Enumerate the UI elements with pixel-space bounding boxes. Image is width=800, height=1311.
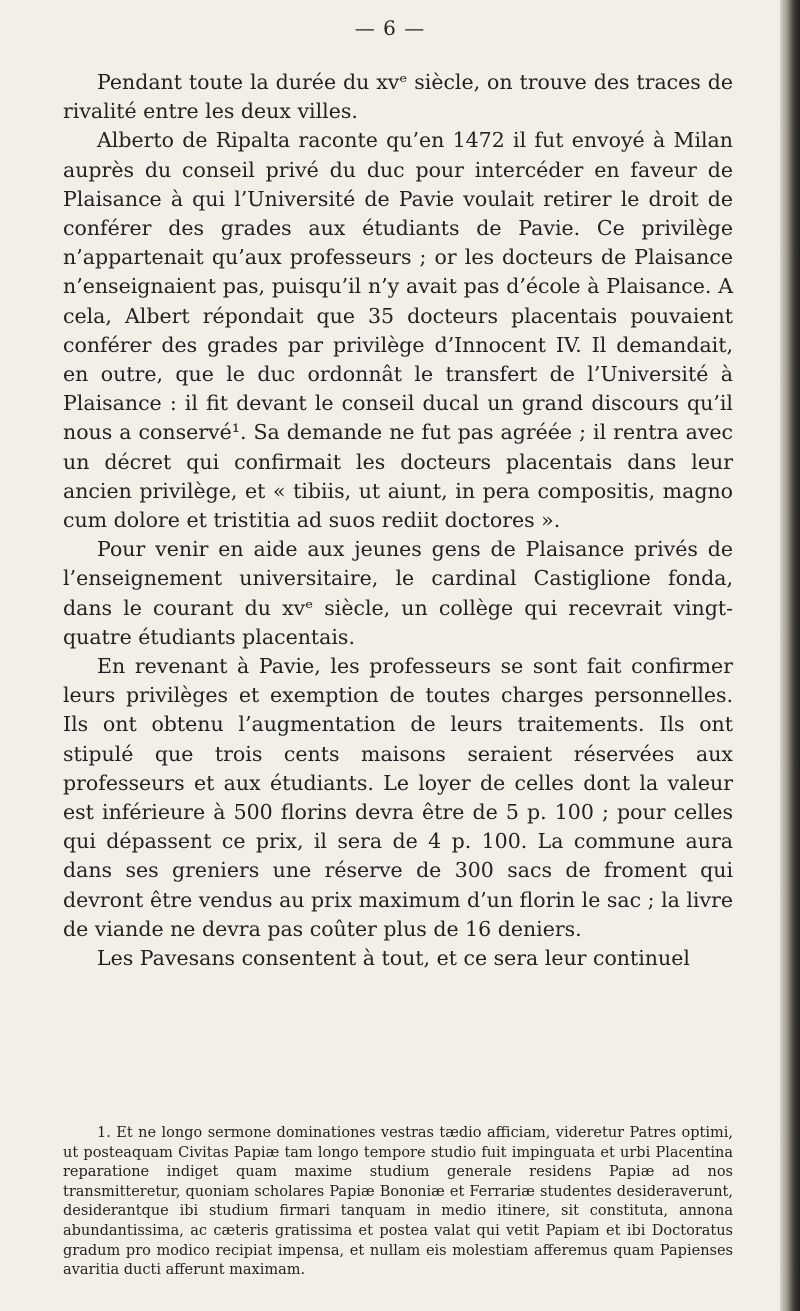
paragraph: Les Pavesans consentent à tout, et ce sera leur continuel: [97, 946, 690, 971]
footnote-text: 1. Et ne longo sermone dominationes vestras tædio afficiam, videretur Patres optimi, ut posteaquam Civitas Papiæ tam longo tempore studio fuit impinguata et urbi Placentina reparatione indiget quam maxime studium generale residens Papiæ ad nos transmitteretur, quoniam scholares Papiæ Bononiæ et Ferrariæ studentes desideraverunt, desiderantque ibi studium firmari tanquam in medio itinere, sit constituta, annona abundantissima, ac cæteris gratissima et postea valat qui vetit Papiam et ibi Doctoratus gradum pro modico recipiat impensa, et nullam eis molestiam afferemus quam Papienses avaritia ducti afferunt maximam.: [63, 1125, 733, 1279]
paragraph: Alberto de Ripalta raconte qu’en 1472 il fut envoyé à Milan auprès du conseil privé du duc pour intercéder en faveur de Plaisance à qui l’Université de Pavie voulait retirer le droit de conférer des grades aux étudiants de Pavie. Ce privilège n’appartenait qu’aux professeurs ; or les docteurs de Plaisance n’enseignaient pas, puisqu’il n’y avait pas d’école à Plaisance. A cela, Albert répondait que 35 docteurs placentais pouvaient conférer des grades par privilège d’Innocent IV. Il demandait, en outre, que le duc ordonnât le transfert de l’Université à Plaisance : il fit devant le conseil ducal un grand discours qu’il nous a conservé¹. Sa demande ne fut pas agréée ; il rentra avec un décret qui confirmait les docteurs placentais dans leur ancien privilège, et « tibiis, ut aiunt, in pera compositis, magno cum dolore et tristitia ad suos rediit doctores ».: [63, 128, 733, 533]
footnote: [63, 1124, 733, 1281]
paragraph: Pour venir en aide aux jeunes gens de Plaisance privés de l’enseignement universitaire, le cardinal Castiglione fonda, dans le courant du xvᵉ siècle, un collège qui recevrait vingt-quatre étudiants placentais.: [63, 537, 733, 649]
page-edge-shadow: [780, 0, 800, 1311]
page-number: — 6 —: [354, 16, 426, 40]
paragraph: Pendant toute la durée du xvᵉ siècle, on trouve des traces de rivalité entre les deux villes.: [63, 70, 733, 124]
body-text: [63, 68, 733, 973]
paragraph: En revenant à Pavie, les professeurs se sont fait confirmer leurs privilèges et exemption de toutes charges personnelles. Ils ont obtenu l’augmentation de leurs traitements. Ils ont stipulé que trois cents maisons seraient réservées aux professeurs et aux étudiants. Le loyer de celles dont la valeur est inférieure à 500 florins devra être de 5 p. 100 ; pour celles qui dépassent ce prix, il sera de 4 p. 100. La commune aura dans ses greniers une réserve de 300 sacs de froment qui devront être vendus au prix maximum d’un florin le sac ; la livre de viande ne devra pas coûter plus de 16 deniers.: [63, 654, 733, 941]
